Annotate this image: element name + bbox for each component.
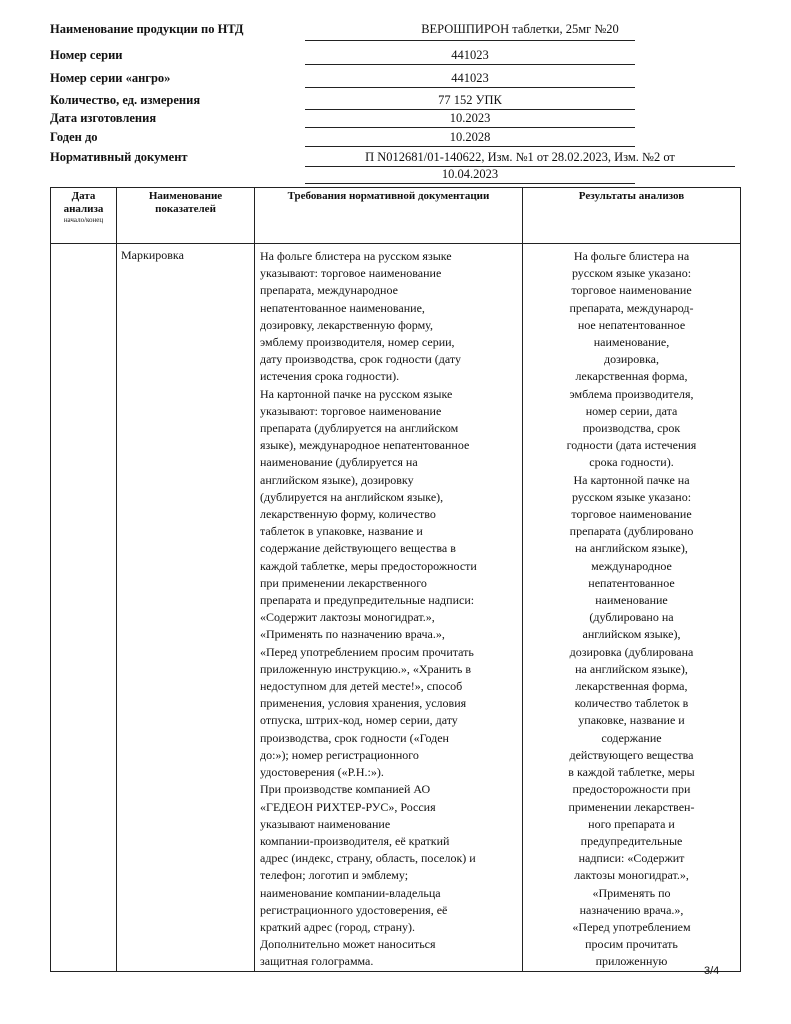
requirements-line: отпуска, штрих-код, номер серии, дату — [260, 713, 458, 728]
product-label: Наименование продукции по НТД — [50, 22, 244, 36]
results-line: лекарственная форма, — [575, 369, 688, 384]
results-line: русском языке указано: — [571, 266, 692, 281]
requirements-line: дозировку, лекарственную форму, — [260, 317, 433, 332]
results-line: назначению врача.», — [579, 902, 684, 917]
results-line: содержание — [601, 730, 662, 745]
mfg-label: Дата изготовления — [50, 111, 157, 125]
requirements-line: до:»); номер регистрационного — [260, 747, 419, 762]
results-line: годности (дата истечения — [566, 438, 697, 453]
doc-value-line2: 10.04.2023 — [305, 167, 635, 184]
results-line: ного препарата и — [588, 816, 675, 831]
angro-row — [50, 71, 740, 89]
results-line: лекарственная форма, — [575, 679, 688, 694]
requirements-line: (дублируется на английском языке), — [260, 489, 444, 504]
requirements-line: краткий адрес (город, страну). — [260, 919, 415, 934]
requirements-line: телефон; логотип и эмблему; — [260, 868, 409, 883]
results-line: количество таблеток в — [574, 696, 689, 711]
results-line: наименование, — [593, 335, 670, 350]
results-line: применении лекарствен- — [568, 799, 695, 814]
results-line: просим прочитать — [585, 937, 678, 952]
col-header-date — [51, 188, 117, 244]
results-line: номер серии, дата — [585, 403, 678, 418]
results-line: предупредительные — [580, 833, 683, 848]
doc-label: Нормативный документ — [50, 150, 188, 164]
requirements-line: языке), международное непатентованное — [260, 438, 470, 453]
requirements-line: «ГЕДЕОН РИХТЕР-РУС», Россия — [260, 799, 436, 814]
doc-value-line1: П N012681/01-140622, Изм. №1 от 28.02.2023, Изм. №2 от — [305, 150, 735, 167]
results-line: торговое наименование — [571, 507, 692, 522]
requirements-line: «Применять по назначению врача.», — [260, 627, 445, 642]
cell-results — [523, 244, 741, 972]
exp-row — [50, 130, 740, 148]
requirements-line: указывают: торговое наименование — [260, 403, 442, 418]
series-row — [50, 48, 740, 66]
requirements-line: препарата и предупредительные надписи: — [260, 593, 475, 608]
results-line: дозировка (дублирована — [569, 644, 694, 659]
results-line: срока годности). — [589, 455, 674, 470]
results-line: приложенную — [595, 954, 668, 969]
analysis-table — [50, 187, 741, 972]
angro-value: 441023 — [305, 71, 635, 88]
requirements-line: компании-производителя, её краткий — [260, 833, 450, 848]
requirements-line: наименование (дублируется на — [260, 455, 418, 470]
exp-label: Годен до — [50, 130, 98, 144]
requirements-line: эмблему производителя, номер серии, — [260, 335, 455, 350]
results-line: препарата, международ- — [569, 300, 694, 315]
requirements-line: указывают наименование — [260, 816, 391, 831]
results-line: непатентованное — [588, 575, 675, 590]
exp-value: 10.2028 — [305, 130, 635, 147]
requirements-line: приложенную инструкцию.», «Хранить в — [260, 661, 472, 676]
requirements-line: При производстве компанией АО — [260, 782, 431, 797]
qty-value: 77 152 УПК — [305, 93, 635, 110]
requirements-line: производства, срок годности («Годен — [260, 730, 449, 745]
requirements-line: наименование компании-владельца — [260, 885, 441, 900]
results-line: действующего вещества — [569, 747, 694, 762]
results-line: упаковке, название и — [578, 713, 685, 728]
mfg-value: 10.2023 — [305, 111, 635, 128]
cell-requirements — [255, 244, 523, 972]
cell-indicator: Маркировка — [117, 244, 255, 972]
qty-row — [50, 93, 740, 111]
cell-date — [51, 244, 117, 972]
results-line: «Применять по — [592, 885, 671, 900]
results-line: На фольге блистера на — [573, 249, 690, 263]
results-line: (дублировано на — [589, 610, 674, 625]
requirements-line: «Содержит лактозы моногидрат.», — [260, 610, 435, 625]
results-line: на английском языке), — [575, 661, 688, 676]
requirements-line: адрес (индекс, страну, область, поселок) и — [260, 851, 476, 866]
series-value: 441023 — [305, 48, 635, 65]
results-line: производства, срок — [582, 421, 681, 436]
results-line: На картонной пачке на — [573, 472, 690, 487]
product-underline — [305, 40, 635, 41]
requirements-line: применения, условия хранения, условия — [260, 696, 467, 711]
product-value: ВЕРОШПИРОН таблетки, 25мг №20 — [421, 22, 619, 36]
requirements-line: недоступном для детей месте!», способ — [260, 679, 463, 694]
results-line: препарата (дублировано — [569, 524, 694, 539]
results-line: ное непатентованное — [577, 317, 686, 332]
requirements-line: при применении лекарственного — [260, 575, 427, 590]
requirements-line: истечения срока годности). — [260, 369, 400, 384]
results-line: русском языке указано: — [571, 489, 692, 504]
qty-label: Количество, ед. измерения — [50, 93, 201, 107]
requirements-line: указывают: торговое наименование — [260, 266, 442, 281]
series-label: Номер серии — [50, 48, 123, 62]
requirements-line: На фольге блистера на русском языке — [260, 249, 452, 263]
table-header-row — [51, 188, 741, 244]
col-header-date-sub: начало/конец — [63, 216, 104, 224]
requirements-line: каждой таблетке, меры предосторожности — [260, 558, 477, 573]
results-line: эмблема производителя, — [569, 386, 694, 401]
requirements-line: английском языке), дозировку — [260, 472, 414, 487]
col-header-requirements: Требования нормативной документации — [255, 188, 523, 244]
requirements-line: таблеток в упаковке, название и — [260, 524, 423, 539]
results-line: международное — [591, 558, 672, 573]
requirements-line: На картонной пачке на русском языке — [260, 386, 453, 401]
results-line: в каждой таблетке, меры — [568, 765, 695, 780]
results-line: надписи: «Содержит — [578, 851, 685, 866]
col-header-indicator: Наименование показателей — [117, 188, 255, 244]
requirements-line: препарата (дублируется на английском — [260, 421, 459, 436]
results-line: наименование — [595, 593, 668, 608]
requirements-line: «Перед употреблением просим прочитать — [260, 644, 474, 659]
requirements-line: содержание действующего вещества в — [260, 541, 456, 556]
requirements-line: препарата, международное — [260, 283, 398, 298]
results-line: предосторожности при — [572, 782, 691, 797]
requirements-line: защитная голограмма. — [260, 954, 374, 969]
mfg-row — [50, 111, 740, 129]
results-line: лактозы моногидрат.», — [574, 868, 689, 883]
results-line: дозировка, — [604, 352, 659, 367]
requirements-line: лекарственную форму, количество — [260, 507, 436, 522]
product-row — [50, 22, 740, 40]
table-row — [51, 244, 741, 972]
requirements-line: регистрационного удостоверения, её — [260, 902, 448, 917]
col-header-date-text: Дата анализа — [63, 190, 104, 215]
results-line: торговое наименование — [571, 283, 692, 298]
page-number: 3/4 — [704, 965, 720, 977]
doc-row — [50, 150, 740, 184]
requirements-line: дату производства, срок годности (дату — [260, 352, 461, 367]
results-line: на английском языке), — [575, 541, 688, 556]
results-line: английском языке), — [582, 627, 681, 642]
angro-label: Номер серии «ангро» — [50, 71, 171, 85]
requirements-line: удостоверения («Р.Н.:»). — [260, 765, 384, 780]
requirements-line: непатентованное наименование, — [260, 300, 425, 315]
col-header-results: Результаты анализов — [523, 188, 741, 244]
requirements-line: Дополнительно может наноситься — [260, 937, 436, 952]
results-line: «Перед употреблением — [572, 919, 691, 934]
